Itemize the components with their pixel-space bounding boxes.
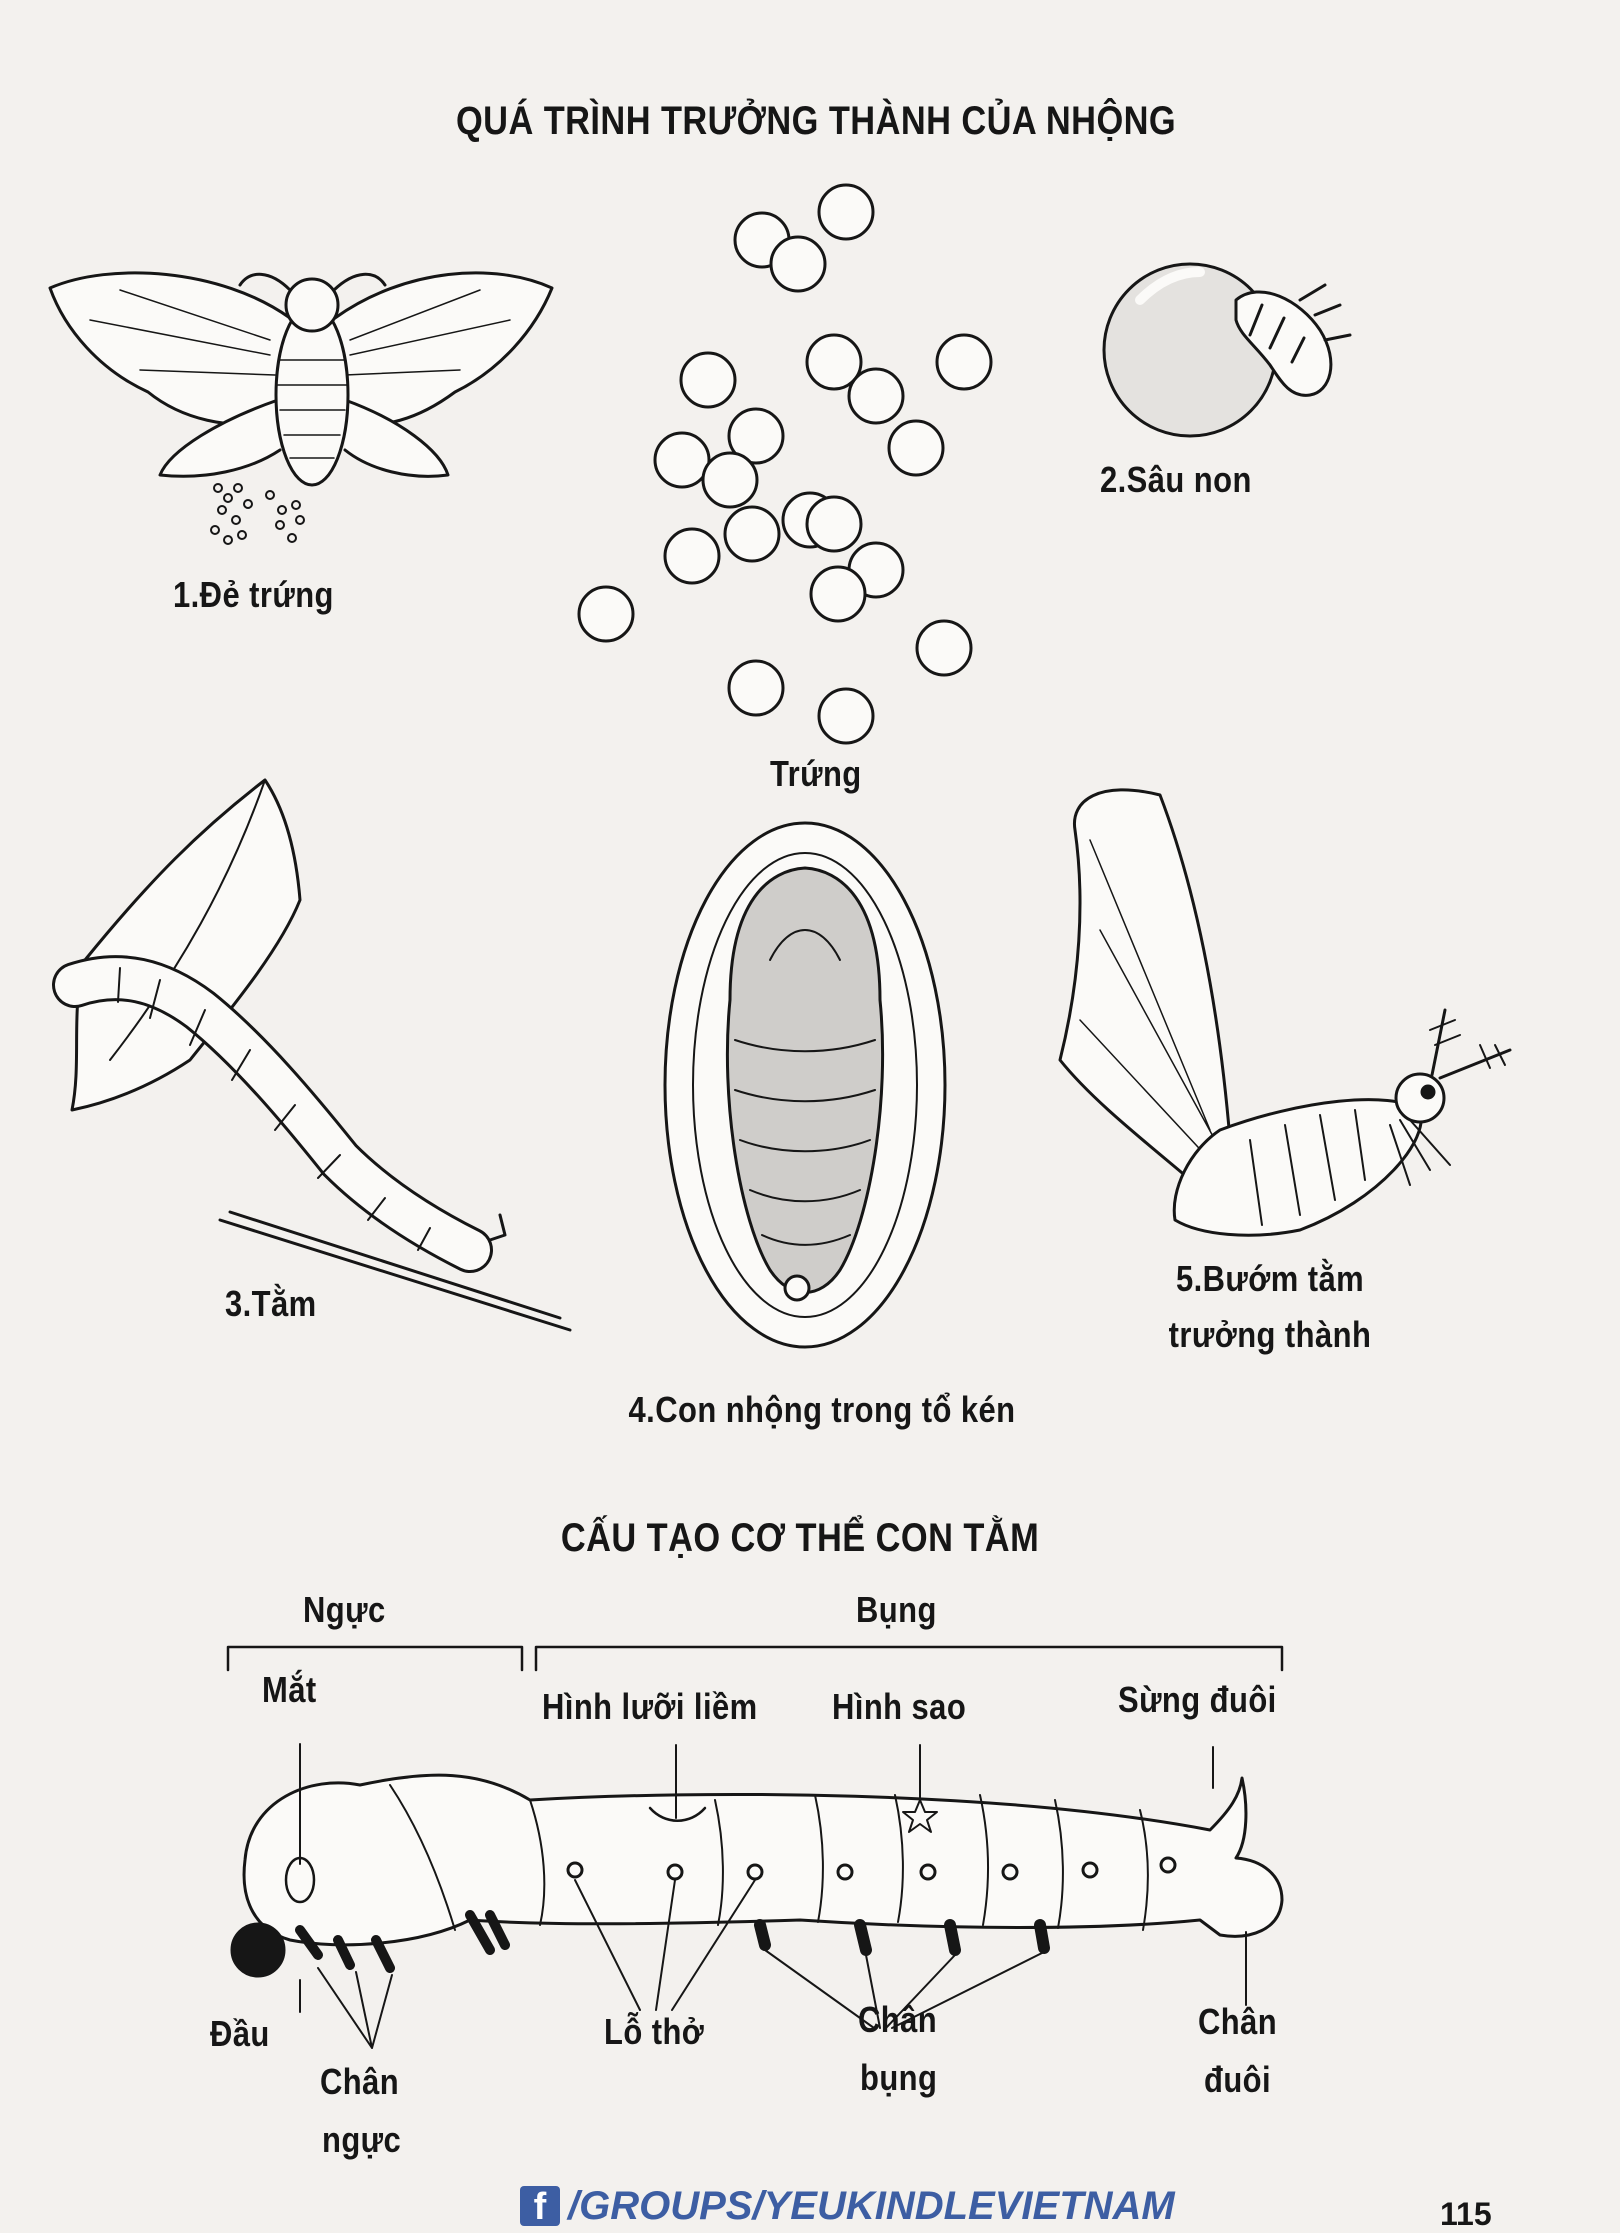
stage-5-label-line-2: trưởng thành — [1168, 1314, 1372, 1355]
page-number: 115 — [1440, 2196, 1492, 2232]
stage-3-label: 3.Tằm — [225, 1283, 317, 1324]
prolegs-label-line-1: Chân — [858, 1999, 938, 2040]
hatching-larva-illustration — [1104, 264, 1350, 436]
moth-laying-eggs-illustration — [50, 273, 552, 485]
thorax-bracket — [228, 1647, 522, 1670]
tail-legs-label-line-1: Chân — [1198, 2001, 1278, 2042]
eggs-label: Trứng — [770, 753, 862, 794]
stage-5-label-line-1: 5.Bướm tằm — [1175, 1258, 1365, 1299]
lifecycle-title: QUÁ TRÌNH TRƯỞNG THÀNH CỦA NHỘNG — [456, 99, 1177, 143]
thorax-label: Ngực — [303, 1589, 386, 1630]
thoracic-legs-label-line-2: ngực — [322, 2119, 402, 2160]
head-label: Đầu — [210, 2013, 270, 2054]
prolegs-label-line-2: bụng — [860, 2057, 938, 2098]
adult-moth-illustration — [1060, 790, 1510, 1235]
silkworm-body-diagram — [232, 1775, 1282, 1976]
pupa-in-cocoon-illustration — [665, 823, 945, 1347]
tail-legs-label-line-2: đuôi — [1204, 2059, 1272, 2100]
silkworm-eggs-illustration — [579, 185, 991, 743]
silkworm-on-twig-illustration — [72, 780, 570, 1330]
facebook-group-link[interactable] — [520, 2182, 1175, 2230]
abdomen-label: Bụng — [856, 1589, 937, 1630]
star-mark-label: Hình sao — [832, 1686, 967, 1727]
laid-eggs-cluster — [211, 484, 304, 544]
eye-label: Mắt — [262, 1669, 317, 1710]
group-link-text: /GROUPS/YEUKINDLEVIETNAM — [568, 2183, 1175, 2228]
stage-4-label: 4.Con nhộng trong tổ kén — [628, 1389, 1016, 1430]
anatomy-title: CẤU TẠO CƠ THỂ CON TẰM — [560, 1516, 1040, 1560]
spiracles-label: Lỗ thở — [604, 2011, 705, 2052]
crescent-mark-label: Hình lưỡi liềm — [542, 1686, 758, 1727]
abdomen-bracket — [536, 1647, 1282, 1670]
stage-1-label: 1.Đẻ trứng — [173, 574, 334, 615]
facebook-icon: f — [520, 2186, 560, 2226]
tail-horn-label: Sừng đuôi — [1118, 1679, 1277, 1720]
thoracic-legs-label-line-1: Chân — [320, 2061, 400, 2102]
stage-2-label: 2.Sâu non — [1100, 459, 1252, 500]
